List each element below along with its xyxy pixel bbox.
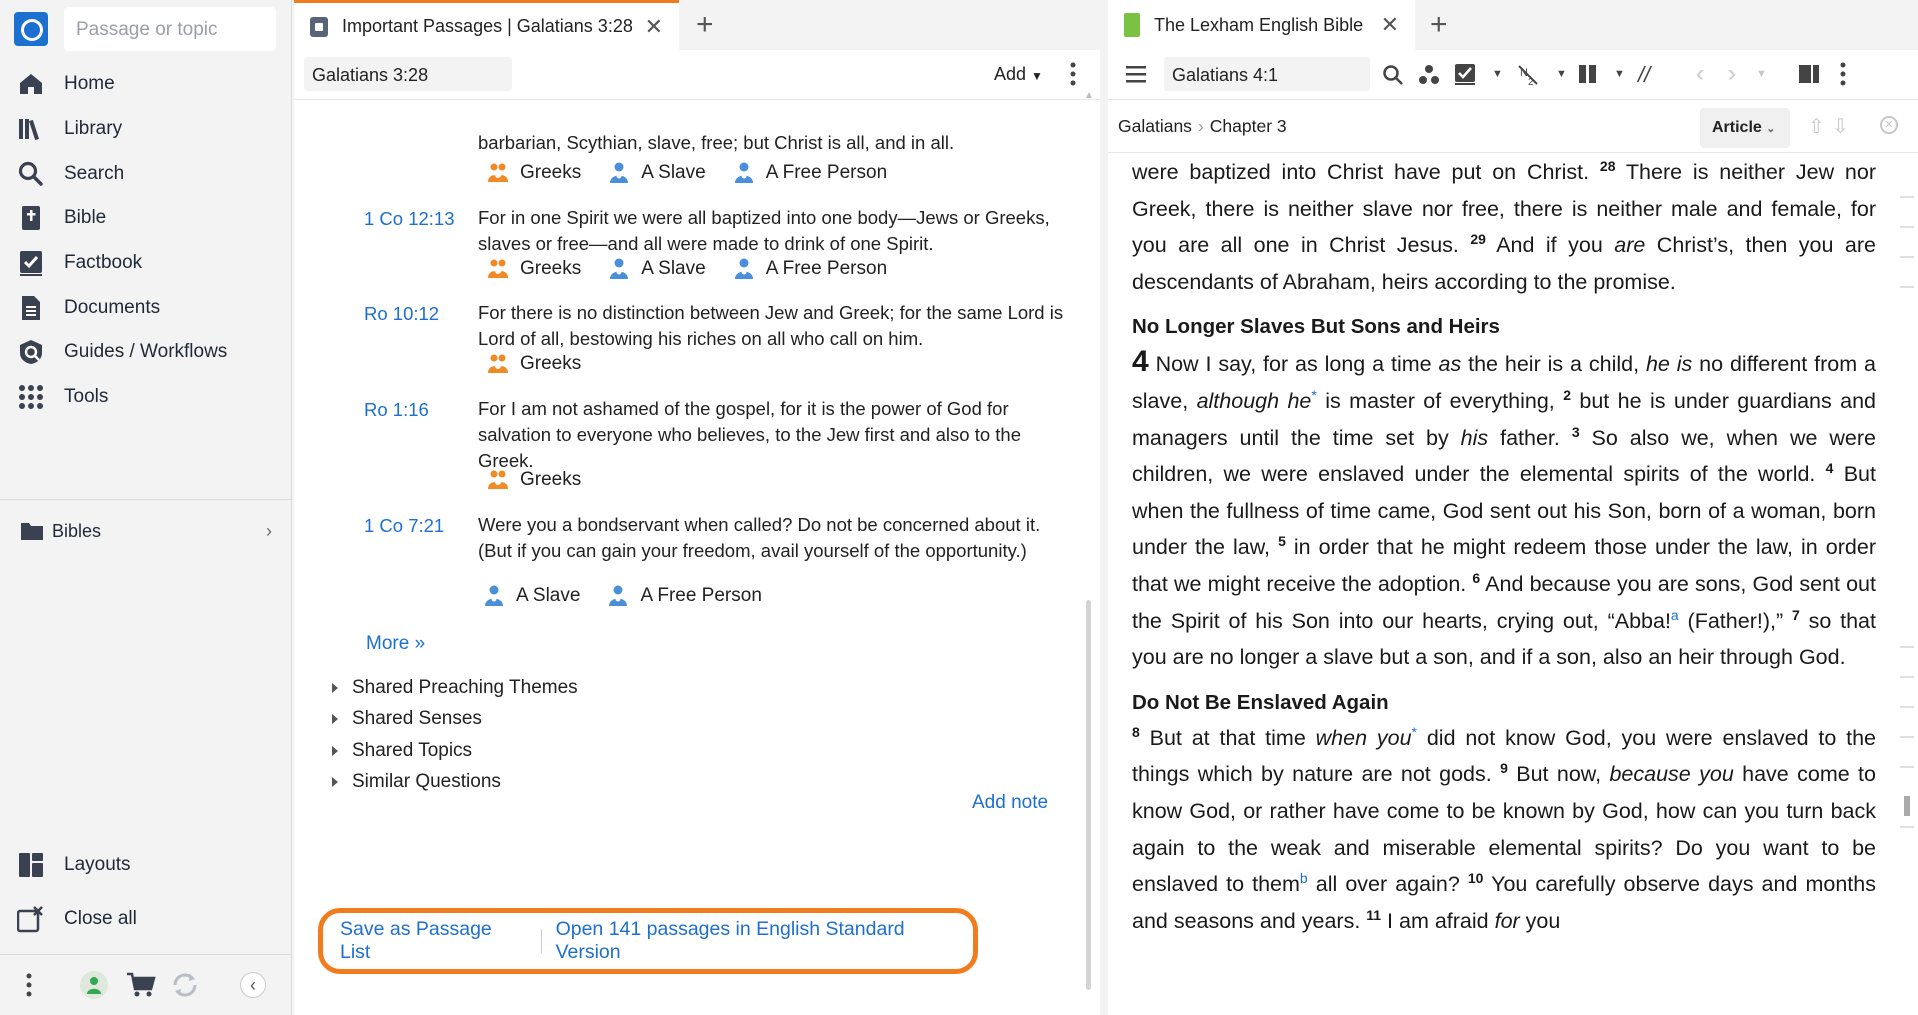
- svg-text:N: N: [1520, 67, 1528, 79]
- tag-a-free-person[interactable]: [734, 162, 887, 184]
- tag-row: [488, 162, 915, 184]
- nav-label-bibles: Bibles: [52, 520, 102, 541]
- open-passages-link[interactable]: Open 141 passages in English Standard Version: [555, 918, 905, 963]
- section-shared-topics[interactable]: [332, 740, 472, 762]
- people-group-icon: [488, 469, 508, 491]
- section-shared-senses[interactable]: [332, 708, 482, 730]
- nav-item-bibles[interactable]: [0, 508, 292, 554]
- menu-icon[interactable]: [1126, 65, 1146, 83]
- breadcrumb-book[interactable]: Galatians: [1118, 116, 1192, 136]
- verse-text: For I am not ashamed of the gospel, for it is the power of God for salvation to everyone who believes, to the Jew first and also to the Greek.: [478, 398, 1021, 471]
- add-note-link[interactable]: [972, 792, 1048, 814]
- section-similar-questions[interactable]: [332, 771, 501, 793]
- person-icon: [608, 585, 628, 607]
- bible-paragraph: 4 Now I say, for as long a time as the heir is a child, he is no different from a slave, although he* is master of everything, $^2$ but he is under guardians and managers until the time set by his father. $^3$ So also we, when we were children, we were enslaved under the elemental spirits of the world. $^4$ But when the fullness of time came, God sent out his Son, born of a woman, born under the law, $^5$ in order that he might redeem those under the law, in order that we might receive the adoption. $^6$ And because you are sons, God sent out the Spirit of his Son into our hearts, crying out, “Abba!$^a$ (Father!),” $^7$ so that you are no longer a slave but a son, and if a son, also an heir through God.: [1132, 345, 1876, 670]
- tag-label: A Free Person: [640, 585, 762, 606]
- expand-triangle-icon: [332, 714, 338, 724]
- chevron-down-icon[interactable]: ▼: [1614, 68, 1625, 80]
- verse-reference-link[interactable]: Ro 10:12: [364, 303, 440, 324]
- nav-label-home: Home: [64, 73, 115, 94]
- tag-label: A Slave: [641, 258, 706, 279]
- section-label: Shared Preaching Themes: [352, 677, 578, 698]
- nav-label-search: Search: [64, 163, 125, 184]
- panel-menu-icon[interactable]: [1840, 62, 1846, 86]
- verse-text: For there is no distinction between Jew and Greek; for the same Lord is Lord of all, bestowing his riches on all who call on him.: [478, 302, 1064, 349]
- nav-label-close-all: Close all: [64, 908, 137, 929]
- close-tab-icon[interactable]: ✕: [1380, 12, 1399, 37]
- verse-reference-link[interactable]: Ro 1:16: [364, 399, 429, 420]
- library-icon: [16, 114, 46, 144]
- passages-list: [294, 100, 1084, 1015]
- nav-item-factbook[interactable]: [0, 240, 292, 286]
- bible-panel: [1108, 50, 1918, 1015]
- person-icon: [484, 585, 504, 607]
- user-avatar-icon[interactable]: [80, 971, 108, 999]
- verse-text: barbarian, Scythian, slave, free; but Christ is all, and in all.: [478, 132, 955, 153]
- parallel-resources-icon[interactable]: //: [1638, 62, 1651, 87]
- cart-icon[interactable]: [126, 972, 156, 998]
- breadcrumb-chapter[interactable]: Chapter 3: [1209, 116, 1287, 136]
- interlinear-icon[interactable]: [1516, 63, 1540, 87]
- tools-grid-icon: [16, 382, 46, 412]
- article-dropdown[interactable]: [1700, 108, 1790, 148]
- arrow-down-icon[interactable]: ⇩: [1832, 116, 1849, 138]
- tag-a-free-person[interactable]: [608, 585, 761, 607]
- nav-item-documents[interactable]: [0, 285, 292, 331]
- more-vertical-icon[interactable]: [26, 973, 32, 997]
- arrow-up-icon[interactable]: ⇧: [1808, 116, 1825, 138]
- tab-lexham-english-bible[interactable]: [1108, 0, 1415, 50]
- close-tab-icon[interactable]: ✕: [644, 13, 663, 39]
- add-button[interactable]: [994, 64, 1043, 85]
- chevron-down-icon: ⌄: [1766, 123, 1776, 135]
- nav-item-library[interactable]: [0, 106, 292, 152]
- tag-label: Greeks: [520, 469, 582, 490]
- tab-important-passages[interactable]: [294, 0, 679, 50]
- home-icon: [16, 69, 46, 99]
- tag-greeks[interactable]: [488, 258, 581, 280]
- svg-text:2: 2: [1528, 77, 1534, 87]
- add-label: Add: [994, 64, 1027, 84]
- nav-item-bible[interactable]: [0, 195, 292, 241]
- nav-label-tools: Tools: [64, 386, 109, 407]
- tag-label: Greeks: [520, 353, 582, 374]
- passage-search-input[interactable]: Passage or topic: [64, 7, 276, 51]
- add-note-label: Add note: [972, 792, 1049, 813]
- breadcrumb: [1118, 116, 1287, 137]
- section-heading: No Longer Slaves But Sons and Heirs: [1132, 315, 1500, 339]
- section-label: Shared Topics: [352, 740, 473, 761]
- expand-triangle-icon: [332, 777, 338, 787]
- folder-icon: [20, 516, 44, 546]
- caret-down-icon: ▼: [1031, 69, 1043, 83]
- columns-icon[interactable]: [1578, 64, 1598, 84]
- chevron-down-icon[interactable]: ▼: [1492, 68, 1503, 80]
- bible-book-icon: [1124, 13, 1140, 37]
- tag-a-slave[interactable]: [484, 585, 580, 607]
- scrollbar-ticks[interactable]: [1896, 160, 1914, 1010]
- breadcrumb-separator: ›: [1197, 116, 1204, 136]
- tag-a-free-person[interactable]: [734, 258, 887, 280]
- expand-triangle-icon: [332, 683, 338, 693]
- person-icon: [609, 162, 629, 184]
- inline-checklist-icon[interactable]: [1454, 63, 1476, 85]
- article-label: Article: [1712, 119, 1762, 136]
- tab-title: The Lexham English Bible: [1154, 14, 1364, 35]
- section-label: Shared Senses: [352, 708, 482, 729]
- people-group-icon: [488, 258, 508, 280]
- back-arrow-icon[interactable]: ‹: [1696, 60, 1704, 87]
- save-as-passage-list-link[interactable]: Save as Passage List: [340, 918, 492, 963]
- highlighted-actions: [318, 908, 978, 974]
- tag-a-slave[interactable]: [609, 162, 705, 184]
- panel-toolbar: [294, 50, 1100, 100]
- reference-input[interactable]: Galatians 4:1: [1164, 57, 1370, 91]
- tag-greeks[interactable]: [488, 162, 581, 184]
- add-tab-icon[interactable]: +: [696, 8, 714, 41]
- nav-item-layouts[interactable]: [0, 842, 292, 888]
- people-group-icon: [488, 162, 508, 184]
- section-shared-preaching-themes[interactable]: [332, 677, 578, 699]
- tag-row: [484, 585, 790, 607]
- verse-text: For in one Spirit we were all baptized into one body—Jews or Greeks, slaves or free—and all were made to drink of one Spirit.: [478, 207, 1050, 254]
- section-label: Similar Questions: [352, 771, 501, 792]
- nav-item-close-all[interactable]: [0, 896, 292, 942]
- tag-label: A Slave: [516, 585, 581, 606]
- documents-icon: [16, 293, 46, 323]
- tag-row: [488, 469, 609, 491]
- factbook-icon: [16, 248, 46, 278]
- tag-label: Greeks: [520, 258, 582, 279]
- separator: [541, 929, 542, 953]
- left-nav: [0, 0, 292, 1015]
- person-icon: [734, 258, 754, 280]
- more-link[interactable]: More »: [366, 633, 426, 654]
- tag-a-slave[interactable]: [609, 258, 705, 280]
- chevron-right-icon: ›: [266, 520, 272, 541]
- nav-item-guides-workflows[interactable]: [0, 329, 292, 375]
- history-dropdown-icon[interactable]: ▼: [1756, 68, 1767, 80]
- tag-label: A Free Person: [765, 258, 888, 279]
- tag-label: A Free Person: [765, 162, 888, 183]
- nav-item-search[interactable]: [0, 151, 292, 197]
- layouts-icon: [16, 850, 46, 880]
- tag-greeks[interactable]: [488, 469, 581, 491]
- people-group-icon: [488, 353, 508, 375]
- bible-icon: [16, 203, 46, 233]
- verse-text: Were you a bondservant when called? Do not be concerned about it. (But if you can gain your freedom, avail yourself of the opportunity.): [478, 514, 1041, 561]
- person-icon: [734, 162, 754, 184]
- tab-title: Important Passages | Galatians 3:28: [342, 16, 633, 36]
- search-icon[interactable]: [1382, 64, 1404, 86]
- tag-row: [488, 353, 609, 375]
- tag-greeks[interactable]: [488, 353, 581, 375]
- nav-item-home[interactable]: [0, 61, 292, 107]
- collapse-nav-button[interactable]: ‹: [240, 972, 266, 998]
- chevron-down-icon[interactable]: ▼: [1556, 68, 1567, 80]
- nav-bottom-bar: [0, 955, 292, 1015]
- tag-label: A Slave: [641, 162, 706, 183]
- nav-label-bible: Bible: [64, 207, 107, 228]
- important-passages-panel: [294, 50, 1100, 1015]
- logos-logo-icon[interactable]: [14, 12, 48, 46]
- tag-label: Greeks: [520, 162, 582, 183]
- bible-text: [1132, 154, 1876, 1015]
- add-tab-icon[interactable]: +: [1430, 8, 1448, 41]
- panel-menu-icon[interactable]: [1070, 62, 1076, 86]
- close-all-icon: [16, 904, 46, 934]
- passage-guide-icon: [310, 17, 328, 37]
- bible-paragraph: $^8$ But at that time when you* did not know God, you were enslaved to the things which by nature are not gods. $^9$ But now, because you have come to know God, or rather have come to be known by God, how can you turn back again to the weak and miserable elemental spirits? Do you want to be enslaved to them$^b$ all over again? $^{10}$ You carefully observe days and months and seasons and years. $^{11}$ I am afraid for you: [1132, 723, 1876, 933]
- nav-divider: [0, 499, 292, 500]
- sync-icon[interactable]: [170, 970, 200, 1000]
- panel-layout-icon[interactable]: [1798, 64, 1820, 84]
- nav-label-layouts: Layouts: [64, 854, 131, 875]
- verse-reference-link[interactable]: 1 Co 7:21: [364, 515, 445, 536]
- nav-label-guides-workflows: Guides / Workflows: [64, 341, 228, 362]
- tag-row: [488, 258, 915, 280]
- nav-label-documents: Documents: [64, 297, 161, 318]
- close-article-icon[interactable]: ✕: [1880, 116, 1898, 134]
- expand-triangle-icon: [332, 746, 338, 756]
- nav-item-tools[interactable]: [0, 374, 292, 420]
- guides-icon: [16, 337, 46, 367]
- search-icon: [16, 159, 46, 189]
- nav-label-factbook: Factbook: [64, 252, 143, 273]
- bible-toolbar: [1108, 50, 1918, 100]
- visual-filter-icon[interactable]: [1418, 64, 1440, 86]
- forward-arrow-icon[interactable]: ›: [1728, 60, 1736, 87]
- scroll-up-icon[interactable]: ▲: [1084, 90, 1094, 101]
- section-heading: Do Not Be Enslaved Again: [1132, 690, 1389, 714]
- verse-reference-link[interactable]: 1 Co 12:13: [364, 208, 455, 229]
- divider: [1108, 152, 1918, 153]
- person-icon: [609, 258, 629, 280]
- nav-label-library: Library: [64, 118, 123, 139]
- bible-paragraph: were baptized into Christ have put on Christ. $^{28}$ There is neither Jew nor Greek, there is neither slave nor free, there is neither male and female, for you are all one in Christ Jesus. $^{29}$ And if you are Christ’s, then you are descendants of Abraham, heirs according to the promise.: [1132, 157, 1876, 294]
- reference-input[interactable]: Galatians 3:28: [304, 57, 512, 91]
- scrollbar[interactable]: [1086, 600, 1091, 990]
